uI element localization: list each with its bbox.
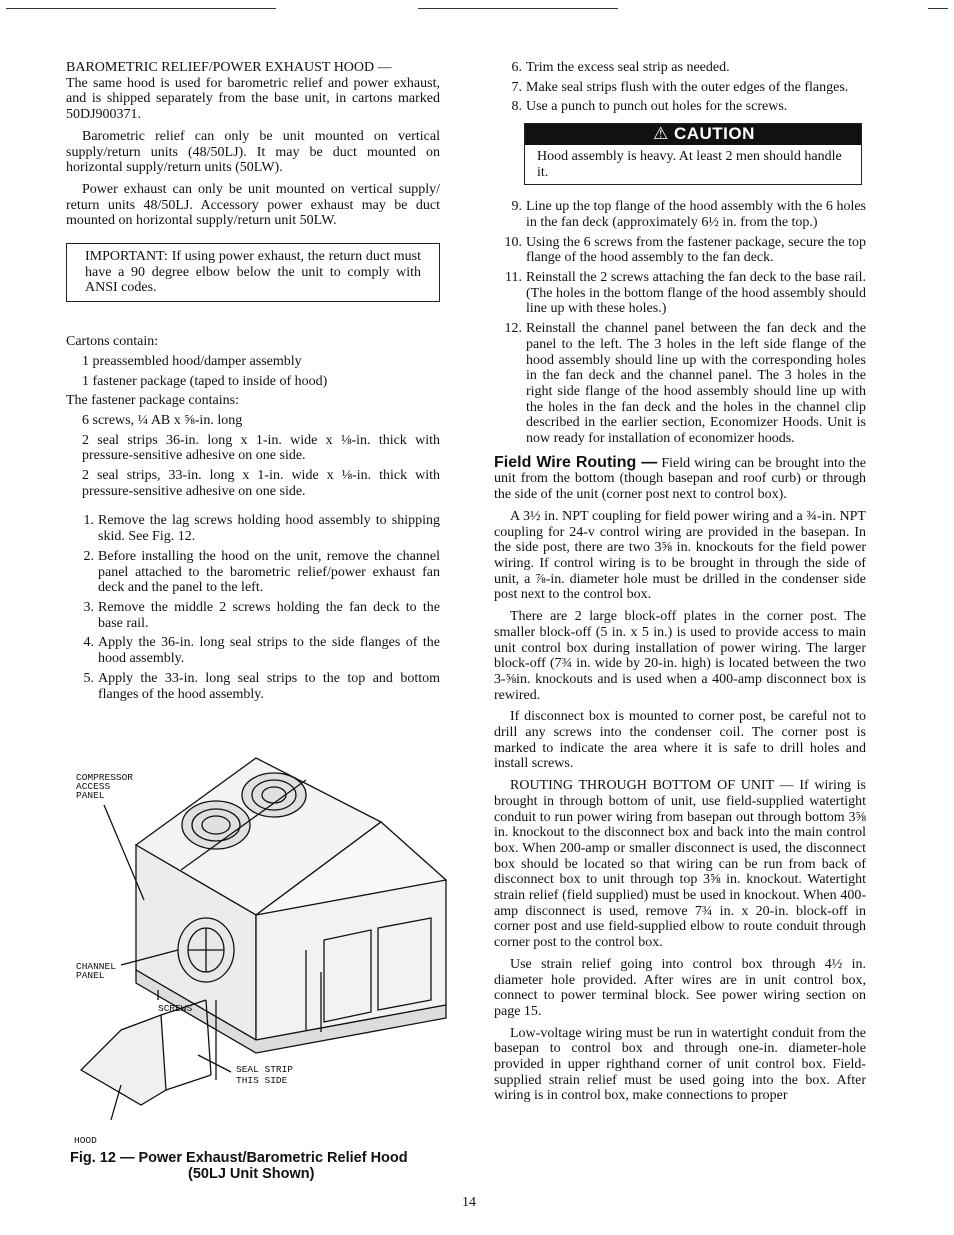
step-text: Line up the top flange of the hood assembly with the 6 holes in the fan deck (approximately 6½ in. from the top.) [526, 199, 866, 230]
field-wire-heading: Field Wire Routing — [494, 453, 658, 471]
list-item [66, 549, 440, 596]
block-off-paragraph: There are 2 large block-off plates in the corner post. The smaller block-off (5 in. x 5 in.) is used to provide access to main unit control box during installation of power wiring. The larger block-off (7¾ in. wide by 20-in. high) is located between the two 3-⅝in. knockouts and is used when a 400-amp disconnect box is rewired. [494, 609, 866, 703]
step-text: Reinstall the 2 screws attaching the fan deck to the base rail. (The holes in the bottom flange of the hood assembly should line up with these holes.) [526, 270, 866, 317]
label-hood: HOOD [74, 1135, 97, 1146]
step-number: 7 . [500, 80, 522, 96]
step-number: 12 . [500, 321, 522, 337]
step-number: 10 . [500, 235, 522, 251]
label-panel: PANEL [76, 970, 105, 981]
step-number: 11 . [500, 270, 522, 286]
hood-figure [66, 750, 456, 1150]
list-item [494, 235, 866, 266]
step-text: Trim the excess seal strip as needed. [526, 60, 730, 75]
fastener-item: 2 seal strips 36-in. long x 1-in. wide x ⅛-in. thick with pressure-sensitive adhesive on one side. [82, 432, 440, 464]
label-compressor: COMPRESSOR [76, 772, 134, 783]
step-number: 9 . [500, 199, 522, 215]
step-number: 1 . [72, 513, 94, 529]
list-item [66, 671, 440, 702]
step-text: Use a punch to punch out holes for the screws. [526, 99, 788, 115]
disconnect-paragraph: If disconnect box is mounted to corner post, be careful not to drill any screws into the condenser coil. The corner post is marked to indicate the area where it is safe to drill holes and install screws. [494, 709, 866, 772]
field-wire-routing [494, 455, 866, 503]
caution-text: Hood assembly is heavy. At least 2 men should handle it. [537, 148, 842, 180]
carton-item: 1 preassembled hood/damper assembly [82, 353, 302, 369]
label-seal-strip: SEAL STRIP [236, 1064, 294, 1075]
page-number: 14 [462, 1195, 476, 1210]
label-this-side: THIS SIDE [236, 1075, 288, 1086]
step-number: 6 . [500, 60, 522, 76]
top-rule-mid [418, 8, 618, 9]
caption-line-2: (50LJ Unit Shown) [188, 1166, 315, 1182]
list-item [66, 635, 440, 666]
carton-item: 1 fastener package (taped to inside of hood) [82, 373, 328, 389]
label-channel: CHANNEL [76, 961, 116, 972]
step-number: 8 . [500, 99, 522, 115]
step-text: Using the 6 screws from the fastener package, secure the top flange of the hood assembly to the fan deck. [526, 234, 866, 266]
left-column [66, 60, 440, 706]
list-item [494, 199, 866, 230]
step-text: Apply the 36-in. long seal strips to the side flanges of the hood assembly. [98, 635, 440, 667]
strain-relief-paragraph: Use strain relief going into control box through 4½ in. diameter hole provided. After wires are in unit control box, connect to power terminal block. See power wiring section on page 15. [494, 956, 866, 1019]
figure-caption [70, 1150, 450, 1182]
routing-bottom-paragraph: ROUTING THROUGH BOTTOM OF UNIT — If wiring is brought in through bottom of unit, use field-supplied watertight conduit to run power wiring from basepan out through bottom 3⅝ in. knockout to the disconnect box and back into the main control box. When 200-amp or smaller disconnect is used, the disconnect box should be located so that wiring can be run from back of disconnect box to unit through top 3⅝ in. knockout. Watertight strain relief (field supplied) must be used in knockout. When 400-amp disconnect is used, remove 7¾ in. x 20-in. block-off in corner post and use field-supplied elbow to route conduit through corner post to the control box. [494, 778, 866, 951]
step-text: Before installing the hood on the unit, remove the channel panel attached to the barometric relief/power exhaust fan deck and the panel to the left. [98, 548, 440, 596]
right-column [494, 60, 866, 1110]
label-screws: SCREWS [158, 1003, 193, 1014]
step-text: Apply the 33-in. long seal strips to the top and bottom flanges of the hood assembly. [98, 670, 440, 702]
step-number: 5 . [72, 671, 94, 687]
fastener-item: 6 screws, ¼ AB x ⅝-in. long [82, 412, 243, 428]
caution-box [524, 123, 862, 185]
steps-left [66, 513, 440, 702]
field-wire-intro: Field wiring can be brought into the unit from the bottom (though basepan and roof curb) or through the side of the unit (corner post next to control box). [494, 455, 866, 503]
label-access: ACCESS [76, 781, 111, 792]
list-item [494, 99, 866, 115]
hood-section [66, 60, 440, 123]
barometric-paragraph: Barometric relief can only be unit mounted on vertical supply/return units (48/50LJ). It may be duct mounted on horizontal supply/return units (50LW). [66, 128, 440, 176]
list-item [494, 321, 866, 447]
steps-right-b [494, 199, 866, 447]
caution-title: ⚠ CAUTION [525, 124, 861, 145]
important-text: IMPORTANT: If using power exhaust, the return duct must have a 90 degree elbow below the unit to comply with ANSI codes. [85, 249, 421, 296]
coupling-paragraph: A 3½ in. NPT coupling for field power wiring and a ¾-in. NPT coupling for 24-v control wiring are provided in the basepan. In the side post, there are two 3⅝ in. knockouts for the field power wiring. If control wiring is to be brought in through the side of unit, a ⅞-in. diameter hole must be drilled in the condenser side post next to the control box. [494, 508, 866, 603]
fastener-intro: The fastener package contains: [66, 393, 239, 409]
top-rule-right [928, 8, 948, 9]
important-box [66, 243, 440, 302]
fastener-item: 2 seal strips, 33-in. long x 1-in. wide x ⅛-in. thick with pressure-sensitive adhesive on one side. [82, 468, 440, 499]
hood-heading: BAROMETRIC RELIEF/POWER EXHAUST HOOD — [66, 60, 392, 75]
low-voltage-paragraph: Low-voltage wiring must be run in watertight conduit from the basepan to control box and through one-in. diameter-hole provided in upper righthand corner of unit control box. Field-supplied strain relief must be used going into the box. After wiring is in control box, make connections to proper [494, 1025, 866, 1104]
step-text: Remove the lag screws holding hood assembly to shipping skid. See Fig. 12. [98, 513, 440, 545]
cartons-intro: Cartons contain: [66, 334, 159, 350]
list-item [66, 513, 440, 544]
step-number: 4 . [72, 635, 94, 651]
hood-intro: The same hood is used for barometric relief and power exhaust, and is shipped separately from the base unit, in cartons marked 50DJ900371. [66, 75, 440, 123]
step-number: 3 . [72, 600, 94, 616]
caption-line-1: Fig. 12 — Power Exhaust/Barometric Relief Hood [70, 1150, 408, 1166]
step-text: Make seal strips flush with the outer edges of the flanges. [526, 79, 849, 95]
step-text: Reinstall the channel panel between the fan deck and the panel to the left. The 3 holes in the left side flange of the hood assembly should line up with the corresponding holes in the fan deck and the channel panel. The 3 holes in the right side flange of the hood assembly should line up with the holes in the fan deck and the holes in the channel clip described in the earlier section, Economizer Hoods. Unit is now ready for installation of economizer hoods. [526, 321, 866, 447]
step-text: Remove the middle 2 screws holding the fan deck to the base rail. [98, 599, 440, 631]
step-number: 2 . [72, 549, 94, 565]
list-item [66, 600, 440, 631]
list-item [494, 80, 866, 96]
label-panel: PANEL [76, 790, 105, 801]
list-item [494, 60, 866, 76]
top-rule-left [6, 8, 276, 9]
power-exhaust-paragraph: Power exhaust can only be unit mounted on vertical supply/ return units 48/50LJ. Accessory power exhaust may be duct mounted on horizontal supply/return unit 50LW. [66, 181, 440, 229]
steps-right-a [494, 60, 866, 115]
list-item [494, 270, 866, 317]
